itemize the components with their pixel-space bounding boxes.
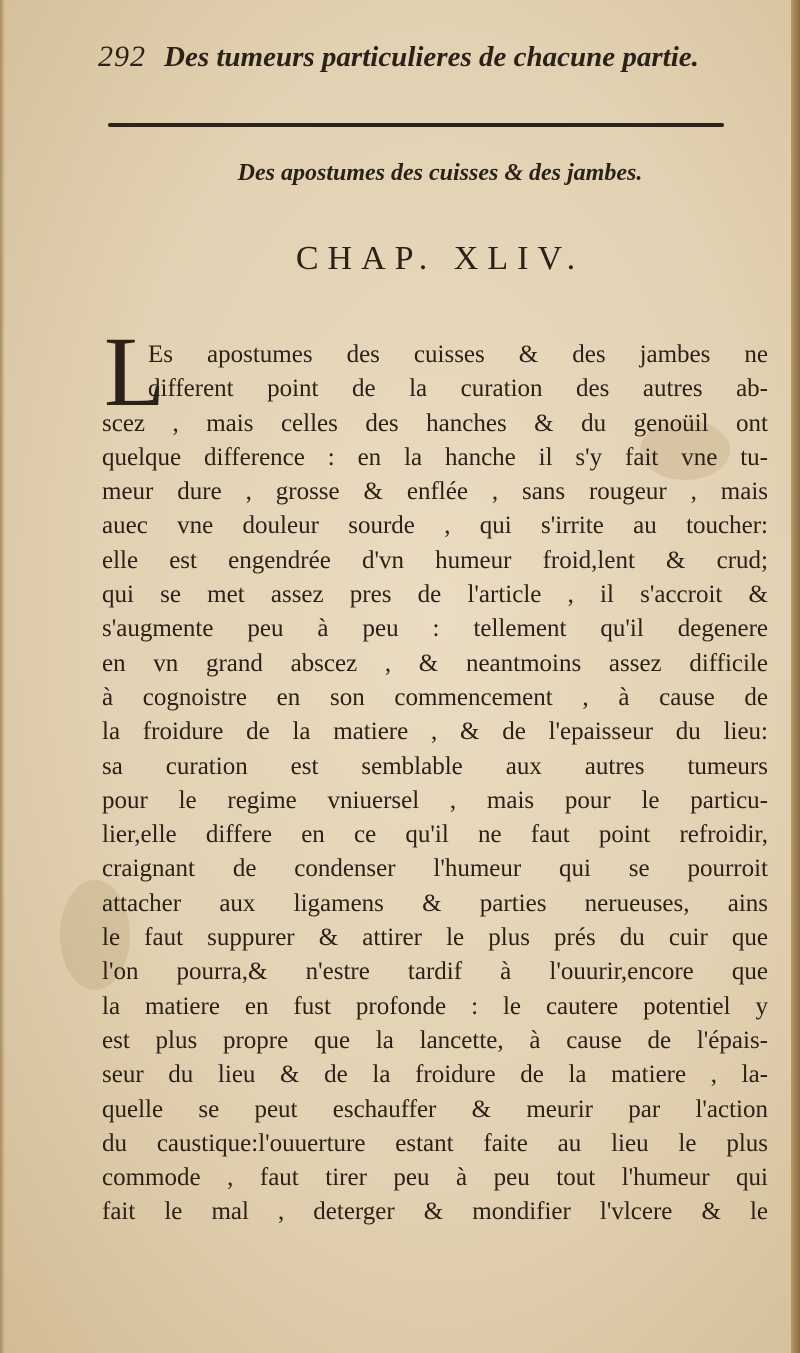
drop-cap: L	[104, 316, 166, 427]
text-line: pour le regime vniuersel , mais pour le particu-	[102, 786, 768, 814]
text-line: attacher aux ligamens & parties nerueuses, ains	[102, 889, 768, 917]
text-line: lier,elle differe en ce qu'il ne faut point refroidir,	[102, 821, 768, 849]
body-paragraph	[102, 338, 768, 1230]
text-line: commode , faut tirer peu à peu tout l'humeur qui	[102, 1164, 768, 1192]
text-line: fait le mal , deterger & mondifier l'vlcere & le	[102, 1198, 768, 1226]
section-title: Des apostumes des cuisses & des jambes.	[237, 160, 643, 186]
text-line: quelque difference : en la hanche il s'y fait vne tu-	[102, 443, 768, 471]
page-left-edge	[0, 0, 5, 1353]
text-line: quelle se peut eschauffer & meurir par l'action	[102, 1095, 768, 1123]
text-line: scez , mais celles des hanches & du genoüil ont	[102, 409, 768, 437]
text-line: elle est engendrée d'vn humeur froid,lent & crud;	[102, 546, 768, 574]
running-title: Des tumeurs particulieres de chacune partie.	[164, 41, 699, 73]
text-line: craignant de condenser l'humeur qui se pourroit	[102, 855, 768, 883]
text-line: l'on pourra,& n'estre tardif à l'ouurir,encore que	[102, 958, 768, 986]
text-line: seur du lieu & de la froidure de la matiere , la-	[102, 1061, 768, 1089]
text-line: qui se met assez pres de l'article , il s'accroit &	[102, 581, 768, 609]
text-line: est plus propre que la lancette, à cause de l'épais-	[102, 1026, 768, 1054]
text-line: auec vne douleur sourde , qui s'irrite au toucher:	[102, 512, 768, 540]
text-line: s'augmente peu à peu : tellement qu'il degenere	[102, 615, 768, 643]
text-line: la matiere en fust profonde : le cautere potentiel y	[102, 992, 768, 1020]
page-right-edge	[791, 0, 800, 1353]
text-line: du caustique:l'ouuerture estant faite au lieu le plus	[102, 1129, 768, 1157]
text-line: en vn grand abscez , & neantmoins assez difficile	[102, 649, 768, 677]
header-rule	[108, 123, 724, 127]
text-line: le faut suppurer & attirer le plus prés du cuir que	[102, 924, 768, 952]
text-line: à cognoistre en son commencement , à cause de	[102, 683, 768, 711]
text-line: la froidure de la matiere , & de l'epaisseur du lieu:	[102, 718, 768, 746]
page-number: 292	[98, 40, 146, 73]
text-line: Es apostumes des cuisses & des jambes ne	[148, 341, 768, 368]
running-head	[98, 40, 778, 84]
text-line: different point de la curation des autres ab-	[148, 375, 768, 403]
text-line: meur dure , grosse & enflée , sans rougeur , mais	[102, 478, 768, 506]
text-line: sa curation est semblable aux autres tumeurs	[102, 752, 768, 780]
chapter-heading: CHAP. XLIV.	[295, 240, 585, 277]
